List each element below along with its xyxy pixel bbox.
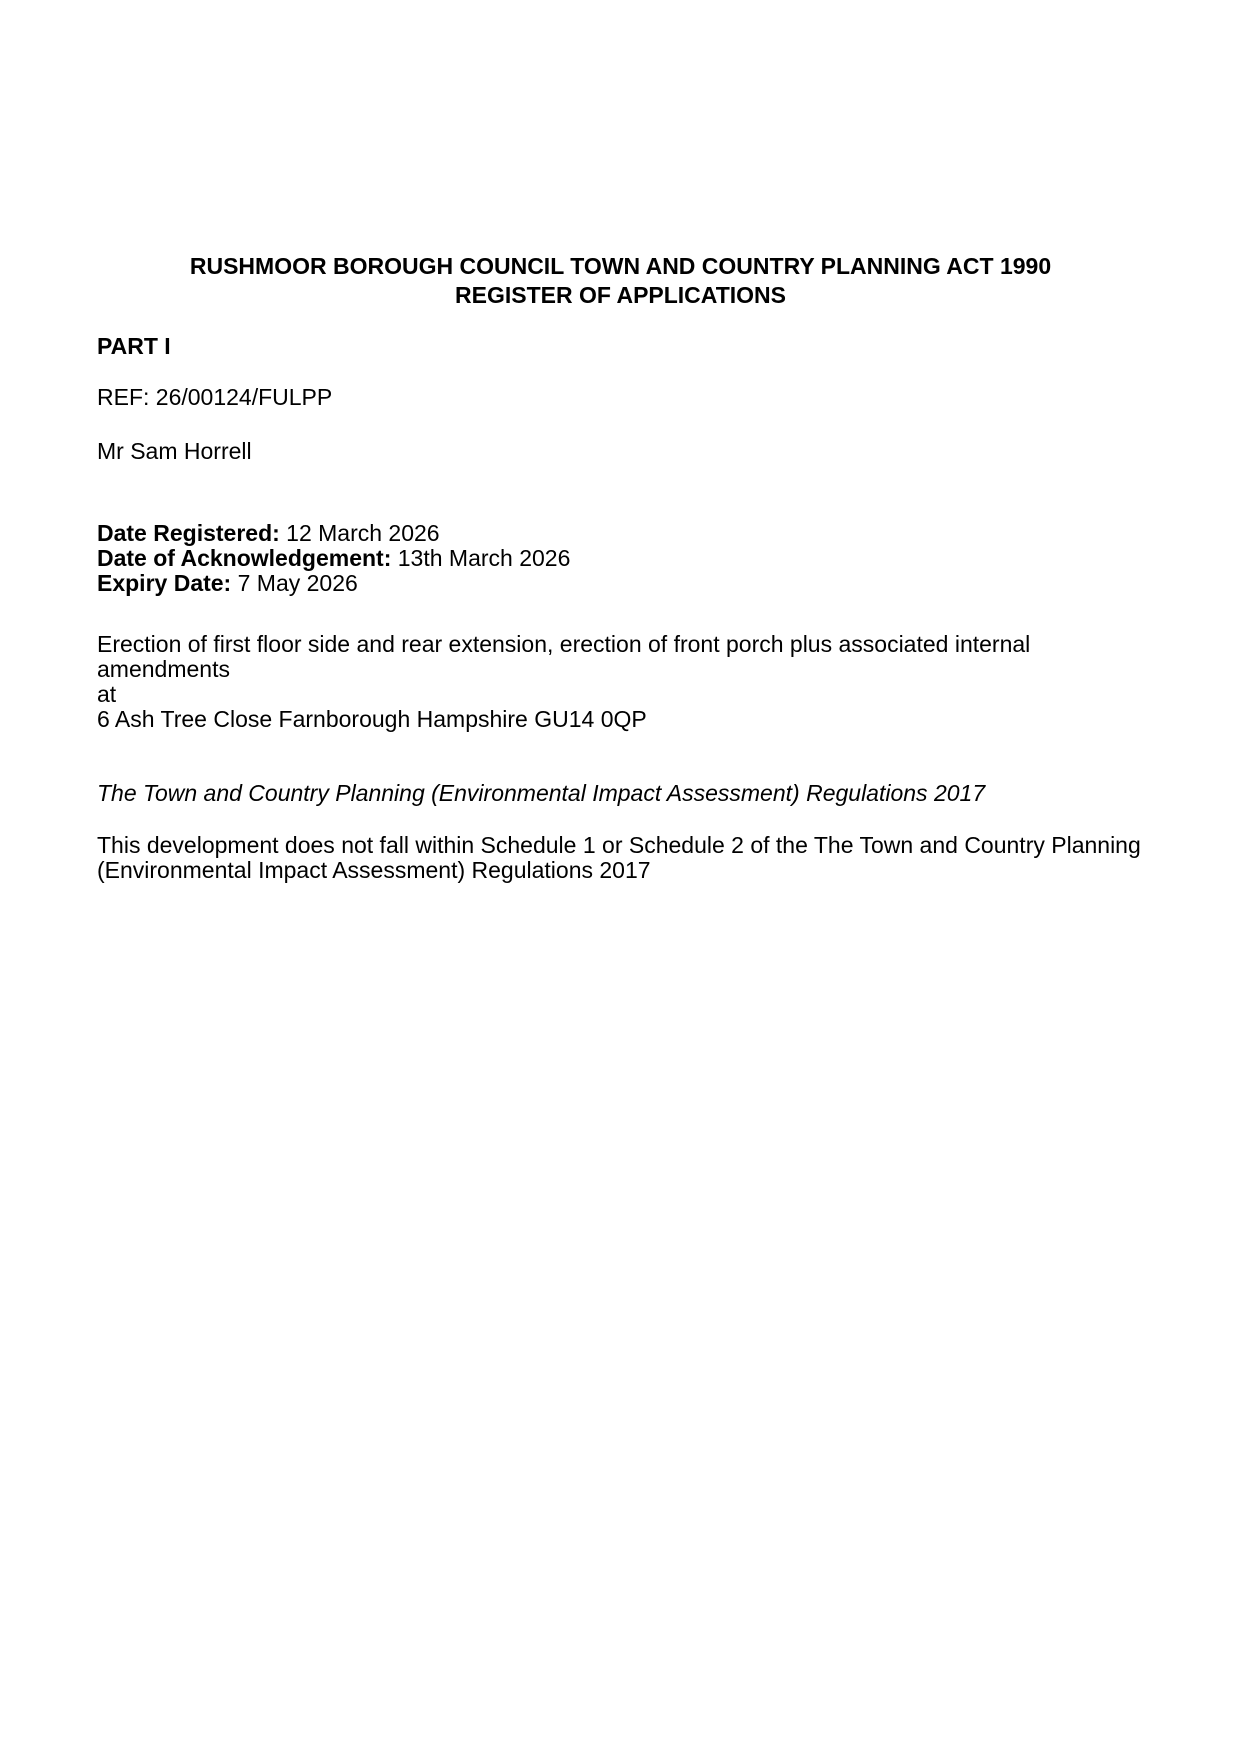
dates-block (97, 521, 1144, 596)
document-header (97, 252, 1144, 310)
expiry-date-row (97, 571, 1144, 596)
part-label: PART I (97, 333, 171, 359)
expiry-date-label: Expiry Date: (97, 570, 232, 596)
proposal-description: Erection of first floor side and rear extension, erection of front porch plus associated internal amendments (97, 631, 1031, 682)
applicant-name: Mr Sam Horrell (97, 438, 252, 464)
date-acknowledgement-label: Date of Acknowledgement: (97, 545, 392, 571)
date-registered-label: Date Registered: (97, 520, 280, 546)
header-title-line2: REGISTER OF APPLICATIONS (455, 282, 786, 308)
date-registered-value: 12 March 2026 (286, 520, 440, 546)
proposal-at-label: at (97, 681, 117, 707)
document-content (97, 252, 1144, 883)
proposal-block (97, 632, 1144, 732)
site-address: 6 Ash Tree Close Farnborough Hampshire GU14 0QP (97, 706, 647, 732)
date-registered-row (97, 521, 1144, 546)
application-reference: REF: 26/00124/FULPP (97, 384, 333, 410)
header-title-line1: RUSHMOOR BOROUGH COUNCIL TOWN AND COUNTRY PLANNING ACT 1990 (189, 253, 1052, 279)
eia-statement: This development does not fall within Schedule 1 or Schedule 2 of the The Town and Country Planning (Environmental Impact Assessment) Regulations 2017 (97, 832, 1141, 883)
expiry-date-value: 7 May 2026 (237, 570, 358, 596)
eia-regulations-title: The Town and Country Planning (Environmental Impact Assessment) Regulations 2017 (97, 780, 986, 806)
date-acknowledgement-row (97, 546, 1144, 571)
date-acknowledgement-value: 13th March 2026 (397, 545, 571, 571)
